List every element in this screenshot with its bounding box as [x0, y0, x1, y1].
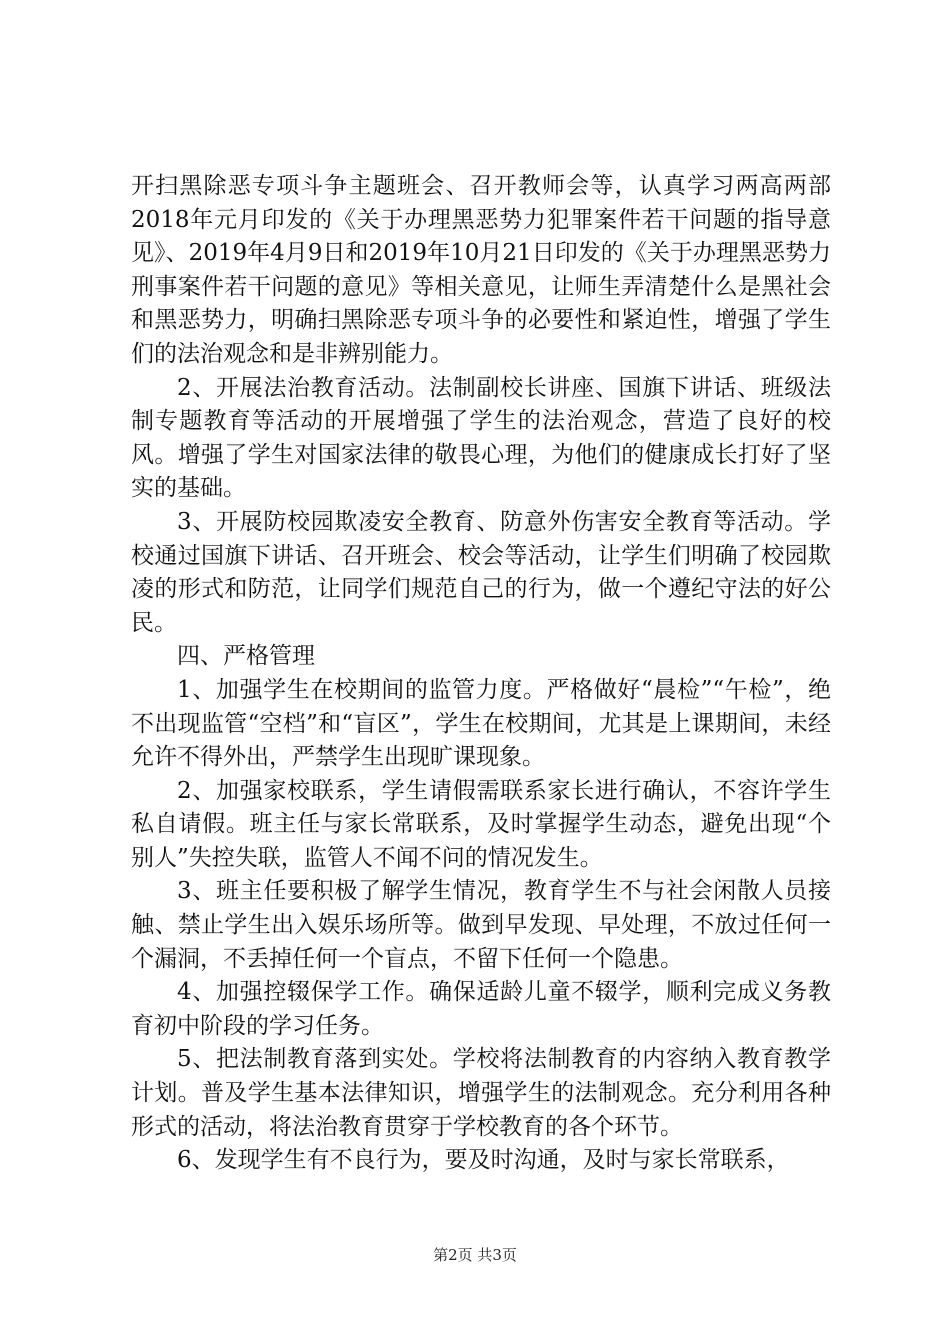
paragraph-item-3b: 3、班主任要积极了解学生情况，教育学生不与社会闲散人员接触、禁止学生出入娱乐场所等。做到早发现、早处理，不放过任何一个漏洞，不丢掉任何一个盲点，不留下任何一个隐患。: [131, 878, 831, 972]
document-body: [131, 170, 831, 1178]
paragraph-item-6: 6、发现学生有不良行为，要及时沟通，及时与家长常联系，: [177, 1147, 790, 1174]
paragraph-item-2: 2、开展法治教育活动。法制副校长讲座、国旗下讲话、班级法制专题教育等活动的开展增强了学生的法治观念，营造了良好的校风。增强了学生对国家法律的敬畏心理，为他们的健康成长打好了坚实的基础。: [131, 374, 831, 502]
paragraph-item-1: 1、加强学生在校期间的监管力度。严格做好“晨检”“午检”，绝不出现监管“空档”和“盲区”，学生在校期间，尤其是上课期间，未经允许不得外出，严禁学生出现旷课现象。: [131, 676, 831, 771]
paragraph-item-5: 5、把法制教育落到实处。学校将法制教育的内容纳入教育教学计划。普及学生基本法律知识，增强学生的法制观念。充分利用各种形式的活动，将法治教育贯穿于学校教育的各个环节。: [131, 1046, 831, 1140]
paragraph-continuation: 开扫黑除恶专项斗争主题班会、召开教师会等，认真学习两高两部2018年元月印发的《关于办理黑恶势力犯罪案件若干问题的指导意见》、2019年4月9日和2019年10月21日印发的《关于办理黑恶势力刑事案件若干问题的意见》等相关意见，让师生弄清楚什么是黑社会和黑恶势力，明确扫黑除恶专项斗争的必要性和紧迫性，增强了学生们的法治观念和是非辨别能力。: [131, 173, 831, 367]
paragraph-item-3: 3、开展防校园欺凌安全教育、防意外伤害安全教育等活动。学校通过国旗下讲话、召开班会、校会等活动，让学生们明确了校园欺凌的形式和防范，让同学们规范自己的行为，做一个遵纪守法的好公民。: [131, 508, 831, 636]
paragraph-item-2b: 2、加强家校联系，学生请假需联系家长进行确认，不容许学生私自请假。班主任与家长常联系，及时掌握学生动态，避免出现“个别人”失控失联，监管人不闻不问的情况发生。: [131, 777, 831, 871]
page-footer: 第2页 共3页: [433, 1246, 517, 1264]
section-heading-strict-management: 四、严格管理: [177, 643, 315, 670]
paragraph-item-4: 4、加强控辍保学工作。确保适龄儿童不辍学，顺利完成义务教育初中阶段的学习任务。: [131, 979, 831, 1039]
